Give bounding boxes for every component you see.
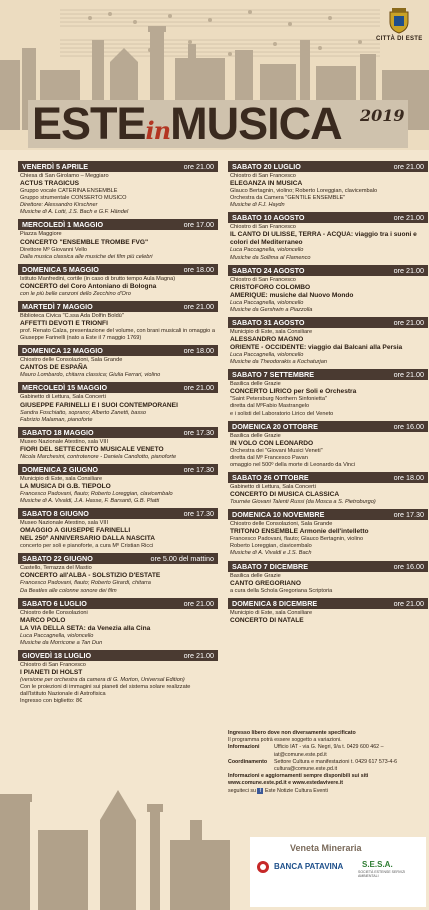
event-time: ore 21.00 (393, 162, 424, 171)
event-detail: Musiche di A. Vivaldi e J.S. Bach (230, 550, 312, 557)
event-title: NEL 250º ANNIVERSARIO DALLA NASCITA (20, 535, 156, 543)
event-title: I PIANETI DI HOLST (20, 669, 83, 676)
event-detail: Musiche di A. Lotti, J.S. Bach e G.F. Händel (20, 209, 129, 216)
event-time: ore 5.00 del mattino (150, 554, 214, 564)
event-time: ore 21.00 (393, 213, 424, 223)
event-item (228, 161, 428, 209)
event-detail: Gruppo strumentale CONSERTO MUSICO (20, 195, 127, 202)
event-time: ore 17.00 (183, 220, 214, 230)
event-detail: Musiche da Morricone a Tan Dun (20, 639, 103, 646)
events-column-left (18, 161, 218, 708)
event-time: ore 16.00 (393, 561, 424, 571)
event-detail: Gruppo vocale CATERINA ENSEMBLE (20, 188, 118, 195)
sponsors-panel (250, 837, 426, 907)
event-item (18, 301, 218, 342)
event-item (228, 472, 428, 506)
event-detail: Ingresso con biglietto: 8€ (20, 698, 83, 705)
info-block (228, 730, 428, 795)
social-label: seguiteci su (228, 787, 256, 794)
event-body (18, 609, 218, 647)
event-body (228, 432, 428, 469)
event-detail: Musiche di F.J. Haydn (230, 202, 285, 209)
event-body (228, 380, 428, 417)
event-header (18, 345, 218, 356)
event-item (228, 265, 428, 314)
event-item (18, 508, 218, 550)
banca-patavina-logo-icon (256, 860, 270, 874)
event-date: DOMENICA 5 MAGGIO (22, 264, 99, 274)
event-detail: Fabrizio Malaman, pianoforte (20, 416, 93, 423)
event-body (18, 356, 218, 379)
event-title: GIUSEPPE FARINELLI E I SUOI CONTEMPORANEI (20, 401, 178, 409)
event-item (228, 369, 428, 417)
info-label: Informazioni (228, 744, 260, 751)
sponsor-banca-patavina: BANCA PATAVINA (274, 862, 344, 871)
event-date: SABATO 18 MAGGIO (22, 427, 94, 437)
event-body (18, 172, 218, 216)
event-detail: Chiesa di San Girolamo – Meggiaro (20, 173, 109, 179)
event-body (228, 276, 428, 314)
event-title: LA MUSICA DI G.B. TIEPOLO (20, 482, 111, 490)
event-detail: Museo Nazionale Atestino, sala VIII (20, 520, 108, 527)
event-date: MARTEDÌ 7 MAGGIO (22, 301, 93, 311)
event-body (228, 172, 428, 209)
event-header (228, 598, 428, 609)
event-title: OMAGGIO A GIUSEPPE FARINELLI (20, 527, 131, 535)
event-detail: concerto per soli e pianoforte, a cura Mº Cristian Ricci (20, 543, 154, 550)
event-detail: (versione per orchestra da camera di G. Morton, Universal Edition) (20, 677, 185, 683)
event-detail: Musiche da Sollima al Flamenco (230, 254, 311, 261)
info-value: Ufficio IAT - via G. Negri, 9/a t. 0429 600 462 – iat@comune.este.pd.it (274, 744, 384, 758)
event-header (228, 509, 428, 520)
event-title: ACTUS TRAGICUS (20, 180, 79, 188)
event-detail: Basilica delle Grazie (230, 572, 281, 579)
event-header (228, 369, 428, 380)
event-detail: Istituto Manfredini, cortile (in caso di brutto tempo Aula Magna) (20, 275, 176, 282)
event-header (18, 219, 218, 230)
event-title: ELEGANZA IN MUSICA (230, 180, 303, 188)
event-detail: Orchestra da Camera "GENTILE ENSEMBLE" (230, 195, 346, 202)
event-header (228, 317, 428, 328)
event-date: SABATO 7 DICEMBRE (232, 561, 309, 571)
event-detail: Nicola Marchesini, controtenore - Daniela Candiotto, pianoforte (20, 453, 177, 460)
event-body (228, 572, 428, 595)
event-detail: Glauco Bertagnin, violino; Roberto Loreggian, clavicembalo (230, 188, 378, 195)
event-detail: Dalla musica classica alle musiche dei film più celebri (20, 253, 153, 260)
event-title: CONCERTO del Coro Antoniano di Bologna (20, 282, 157, 290)
event-detail: Luca Paccagnella, violoncello (20, 632, 94, 639)
event-header (228, 161, 428, 172)
event-detail: Con le proiezioni di immagini sui pianeti del sistema solare realizzate dall'Istituto Nazionale di Astrofisica (20, 684, 191, 698)
event-header (228, 472, 428, 483)
event-detail: con le più belle canzoni dello Zecchino d'Oro (20, 290, 131, 297)
event-time: ore 21.00 (183, 162, 214, 171)
footer-castle-illustration (0, 760, 240, 910)
event-time: ore 17.30 (393, 510, 424, 520)
event-detail: diretta dal Mº Francesco Pavan (230, 454, 308, 461)
event-detail: prof. Renato Calza, presentazione del volume, con brani musicali in omaggio a Giuseppe Farinelli (nato a Este il 7 maggio 1769) (20, 328, 215, 342)
event-item (18, 382, 218, 423)
event-item (18, 345, 218, 379)
event-time: ore 17.30 (183, 509, 214, 519)
event-detail: Municipio di Este, sala Consiliare (20, 475, 103, 482)
event-body (18, 564, 218, 594)
free-entry-note: Ingresso libero dove non diversamente specificato (228, 730, 356, 736)
event-header (18, 161, 218, 172)
event-title: CONCERTO all'ALBA - SOLSTIZIO D'ESTATE (20, 572, 161, 580)
event-detail: "Saint Petersburg Northern Sinfonietta" (230, 396, 327, 403)
event-detail: Roberto Loreggian, clavicembalo (230, 543, 312, 550)
event-item (18, 161, 218, 216)
event-detail: Museo Nazionale Atestino, sala VIII (20, 438, 108, 445)
event-item (18, 650, 218, 705)
event-date: SABATO 8 GIUGNO (22, 509, 89, 519)
event-item (18, 219, 218, 260)
event-detail: Chiostro di San Francesco (230, 276, 296, 283)
event-body (228, 483, 428, 506)
city-crest-icon (388, 8, 410, 34)
event-title: CRISTOFORO COLOMBO (230, 283, 311, 291)
event-date: MERCOLEDÌ 1 MAGGIO (22, 220, 104, 230)
event-detail: Gabinetto di Lettura, Sala Concerti (20, 394, 106, 401)
event-body (18, 661, 218, 705)
event-detail: Luca Paccagnella, violoncello (230, 299, 304, 306)
event-detail: omaggio nel 500º della morte di Leonardo da Vinci (230, 461, 356, 468)
event-date: DOMENICA 12 MAGGIO (22, 346, 103, 356)
event-header (18, 598, 218, 609)
event-title: CONCERTO "ENSEMBLE TROMBE FVG" (20, 238, 149, 246)
updates-note[interactable]: Informazioni e aggiornamenti sempre disponibili sui siti www.comune.este.pd.it e www.estedavivere.it (228, 773, 369, 787)
event-time: ore 17.30 (183, 464, 214, 474)
event-time: ore 21.00 (393, 370, 424, 380)
event-detail: diretta dal MºFabio Mastrangelo (230, 403, 310, 410)
event-header (228, 212, 428, 223)
event-detail: Municipio di Este, sala Consiliare (230, 328, 313, 335)
event-detail: a cura della Schola Gregoriana Scriptoria (230, 587, 333, 594)
event-header (18, 553, 218, 564)
event-detail: Direttore Mº Giovanni Vello (20, 246, 88, 253)
event-title: TRITONO ENSEMBLE Armonie dell'intelletto (230, 528, 369, 536)
event-body (18, 519, 218, 550)
event-time: ore 17.30 (183, 427, 214, 437)
sponsor-sesa: S.E.S.A. (362, 860, 393, 869)
info-row (228, 744, 428, 758)
event-detail: Chiostro delle Consolazioni, Sala Grande (230, 521, 333, 528)
event-item (228, 598, 428, 625)
event-time: ore 21.00 (393, 598, 424, 608)
event-detail: Luca Paccagnella, violoncello (230, 247, 304, 254)
event-item (228, 509, 428, 557)
event-date: DOMENICA 10 NOVEMBRE (232, 510, 325, 520)
event-detail: Sandra Foschiatto, soprano; Alberto Zanetti, basso (20, 409, 147, 416)
event-time: ore 21.00 (183, 301, 214, 311)
event-title: AFFETTI DEVOTI E TRIONFI (20, 320, 108, 328)
event-time: ore 21.00 (183, 598, 214, 608)
event-date: SABATO 31 AGOSTO (232, 317, 305, 327)
event-detail: Chiostro di San Francesco (230, 224, 296, 231)
event-title: CONCERTO DI MUSICA CLASSICA (230, 491, 340, 499)
event-title: MARCO POLO (20, 616, 66, 624)
event-body (18, 230, 218, 260)
event-title: ORIENTE - OCCIDENTE: viaggio dai Balcani alla Persia (230, 344, 403, 352)
event-title: AMERIQUE: musiche dal Nuovo Mondo (230, 291, 354, 299)
event-time: ore 21.00 (183, 650, 214, 660)
coordination-row (228, 759, 428, 773)
event-item (228, 212, 428, 261)
header (0, 0, 429, 150)
event-detail: Da Beatles alle colonne sonore dei film (20, 587, 117, 594)
event-header (18, 382, 218, 393)
event-header (18, 264, 218, 275)
event-detail: Musiche da Theodorakis a Kochaturjan (230, 359, 328, 366)
event-item (18, 464, 218, 505)
event-item (18, 264, 218, 298)
event-item (18, 598, 218, 647)
event-header (18, 301, 218, 312)
event-time: ore 18.00 (183, 264, 214, 274)
event-detail: Francesco Padovani, flauto; Roberto Girardi, chitarra (20, 580, 151, 587)
event-title: ALESSANDRO MAGNO (230, 336, 304, 344)
event-date: MERCOLEDÌ 15 MAGGIO (22, 383, 108, 393)
event-header (18, 464, 218, 475)
event-title: LA VIA DELLA SETA: da Venezia alla Cina (20, 624, 151, 632)
event-time: ore 21.00 (183, 383, 214, 393)
event-title: IL CANTO DI ULISSE, TERRA - ACQUA: viaggio tra i suoni e colori del Mediterraneo (230, 231, 417, 247)
event-time: ore 18.00 (393, 472, 424, 482)
event-date: GIOVEDÌ 18 LUGLIO (22, 650, 92, 660)
festival-year: 2019 (360, 106, 405, 125)
event-header (228, 421, 428, 432)
event-date: SABATO 7 SETTEMBRE (232, 370, 314, 380)
event-date: SABATO 6 LUGLIO (22, 598, 87, 608)
event-body (18, 438, 218, 461)
event-date: DOMENICA 2 GIUGNO (22, 464, 99, 474)
event-body (228, 223, 428, 261)
event-date: VENERDÌ 5 APRILE (22, 162, 89, 171)
event-item (228, 421, 428, 469)
program-note: Il programma potrà essere soggetto a variazioni. (228, 737, 342, 744)
coordination-value: Settore Cultura e manifestazioni t. 0429 617 573-4-6 cultura@comune.este.pd.it (274, 758, 398, 773)
social-handle[interactable]: Este Notizie Cultura Eventi (264, 787, 328, 794)
event-detail: Luca Paccagnella, violoncello (230, 352, 304, 359)
event-item (18, 427, 218, 461)
event-date: DOMENICA 20 OTTOBRE (232, 421, 318, 431)
event-date: SABATO 10 AGOSTO (232, 213, 305, 223)
event-body (18, 275, 218, 298)
event-body (18, 393, 218, 423)
event-detail: Direttore: Alessandro Kirschner (20, 202, 98, 209)
event-header (228, 265, 428, 276)
event-time: ore 21.00 (393, 265, 424, 275)
event-detail: Orchestra dei "Giovani Musici Veneti" (230, 447, 323, 454)
event-detail: Municipio di Este, sala Consiliare (230, 609, 313, 616)
sponsor-sesa-subtitle: SOCIETÀ ESTENSE SERVIZI AMBIENTALI (358, 870, 406, 878)
event-detail: Francesco Padovani, flauto; Roberto Loreggian, clavicembalo (20, 490, 173, 497)
event-detail: Basilica delle Grazie (230, 432, 281, 439)
event-body (18, 312, 218, 342)
event-detail: Piazza Maggiore (20, 231, 62, 238)
event-body (228, 520, 428, 557)
event-detail: Francesco Padovani, flauto; Glauco Bertagnin, violino (230, 536, 364, 543)
event-item (228, 317, 428, 366)
event-detail: e i solisti del Laboratorio Lirico del Veneto (230, 410, 334, 417)
event-detail: Chiostro delle Consolazioni, Sala Grande (20, 357, 123, 364)
event-detail: Castello, Terrazza del Mastio (20, 565, 92, 572)
event-detail: Basilica delle Grazie (230, 381, 281, 388)
event-header (18, 650, 218, 661)
event-header (228, 561, 428, 572)
event-body (18, 475, 218, 505)
social-row (228, 788, 428, 795)
event-time: ore 18.00 (183, 346, 214, 356)
event-title: CANTO GREGORIANO (230, 579, 301, 587)
event-title: CONCERTO LIRICO per Soli e Orchestra (230, 388, 357, 396)
event-date: DOMENICA 8 DICEMBRE (232, 598, 318, 608)
event-date: SABATO 22 GIUGNO (22, 554, 93, 564)
event-time: ore 21.00 (393, 317, 424, 327)
event-detail: Chiostro di San Francesco (20, 661, 86, 668)
coordination-label: Coordinamento (228, 758, 268, 765)
event-body (228, 609, 428, 625)
event-date: SABATO 26 OTTOBRE (232, 472, 309, 482)
event-item (18, 553, 218, 594)
event-detail: Chiostro di San Francesco (230, 173, 296, 179)
event-detail: Gabinetto di Lettura, Sala Concerti (230, 483, 316, 490)
event-title: CANTOS DE ESPAÑA (20, 364, 88, 372)
event-title: IN VOLO CON LEONARDO (230, 439, 314, 447)
event-detail: Musiche da Gershwin a Piazzolla (230, 306, 313, 313)
event-date: SABATO 20 LUGLIO (232, 162, 301, 171)
festival-title: ESTEinMUSICA (32, 98, 342, 149)
event-header (18, 427, 218, 438)
event-title: FIORI DEL SETTECENTO MUSICALE VENETO (20, 445, 164, 453)
event-detail: Musiche di A. Vivaldi, J.A. Hasse, F. Barsanti, G.B. Platti (20, 498, 160, 505)
event-item (228, 561, 428, 595)
events-column-right (228, 161, 428, 628)
event-date: SABATO 24 AGOSTO (232, 265, 305, 275)
city-label: CITTÀ DI ESTE (376, 36, 423, 42)
event-title: CONCERTO DI NATALE (230, 616, 304, 624)
event-header (18, 508, 218, 519)
event-body (228, 328, 428, 366)
event-detail: Mauro Lombardo, chitarra classica; Giulia Ferrari, violino (20, 372, 161, 379)
event-time: ore 16.00 (393, 421, 424, 431)
event-detail: Biblioteca Civica "C.ssa Ada Dolfin Boldù" (20, 312, 124, 319)
event-detail: Chiostro delle Consolazioni (20, 609, 88, 616)
event-detail: Tournée Giovani Talenti Russi (da Mosca a S. Pietroburgo) (230, 499, 376, 506)
sponsor-veneta-mineraria: Veneta Mineraria (290, 843, 362, 853)
facebook-icon: f (257, 788, 263, 794)
